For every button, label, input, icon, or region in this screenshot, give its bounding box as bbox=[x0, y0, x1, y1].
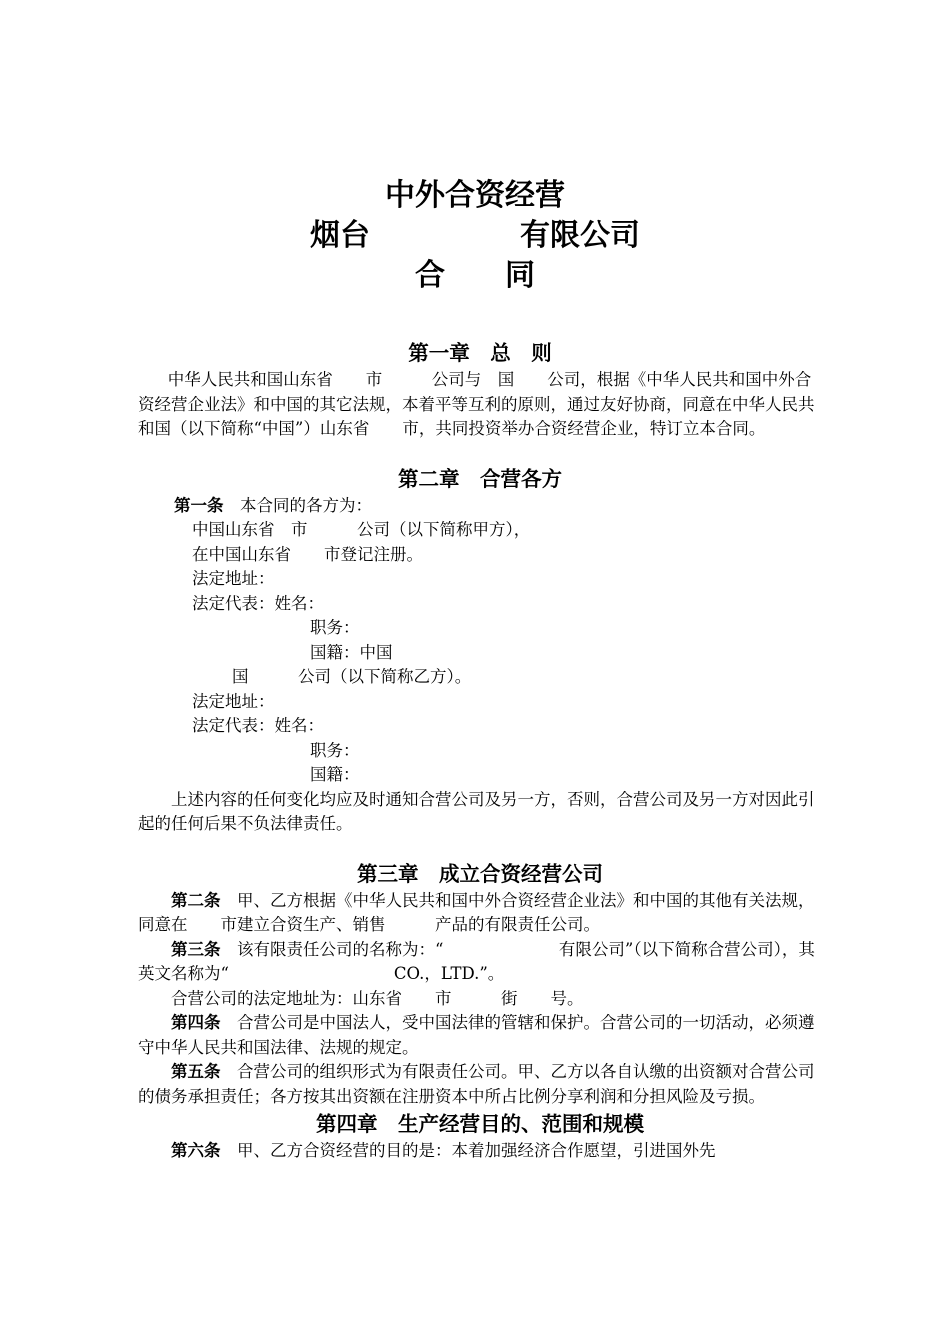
party-a-nationality: 国籍：中国 bbox=[310, 642, 393, 662]
article-1-label: 第一条 bbox=[174, 495, 224, 515]
contract-title bbox=[0, 176, 950, 296]
article-1 bbox=[138, 494, 822, 519]
article-3-text: 该有限责任公司的名称为：“ 有限公司”（以下简称合营公司），其英文名称为“ CO.，LTD.”。 bbox=[138, 939, 815, 983]
party-b-representative: 法定代表：姓名： bbox=[192, 716, 324, 735]
article-4 bbox=[138, 1011, 822, 1060]
article-5-text: 合营公司的组织形式为有限责任公司。甲、乙方以各自认缴的出资额对合营公司的债务承担责任；各方按其出资额在注册资本中所占比例分享利润和分担风险及亏损。 bbox=[138, 1062, 815, 1106]
chapter-2-heading: 第二章 合营各方 bbox=[398, 466, 562, 491]
article-2 bbox=[138, 889, 822, 938]
party-b-name: 国 公司（以下简称乙方）。 bbox=[232, 667, 472, 686]
party-a-name: 中国山东省 市 公司（以下简称甲方）， bbox=[192, 520, 531, 539]
party-b-nationality: 国籍： bbox=[310, 765, 360, 784]
article-4-text: 合营公司是中国法人，受中国法律的管辖和保护。合营公司的一切活动，必须遵守中华人民共和国法律、法规的规定。 bbox=[138, 1013, 815, 1057]
article-5-label: 第五条 bbox=[171, 1062, 221, 1081]
article-2-text: 甲、乙方根据《中华人民共和国中外合资经营企业法》和中国的其他有关法规，同意在 市建立合资生产、销售 产品的有限责任公司。 bbox=[138, 890, 815, 934]
title-line-1: 中外合资经营 bbox=[385, 178, 565, 213]
article-1-text: 本合同的各方为： bbox=[223, 495, 372, 515]
party-a-representative: 法定代表：姓名： bbox=[192, 593, 324, 613]
party-b-address: 法定地址： bbox=[192, 691, 275, 711]
title-line-3: 合 同 bbox=[415, 258, 535, 293]
party-a-address: 法定地址： bbox=[192, 569, 275, 588]
article-4-label: 第四条 bbox=[171, 1013, 221, 1032]
article-5 bbox=[138, 1060, 822, 1109]
title-line-2: 烟台 有限公司 bbox=[310, 218, 640, 253]
change-notice: 上述内容的任何变化均应及时通知合营公司及另一方，否则，合营公司及另一方对因此引起的任何后果不负法律责任。 bbox=[138, 789, 815, 833]
chapter-3-heading: 第三章 成立合资经营公司 bbox=[357, 861, 603, 886]
contract-body bbox=[138, 338, 822, 1164]
party-a-registration: 在中国山东省 市登记注册。 bbox=[192, 544, 423, 564]
article-6-text: 甲、乙方合资经营的目的是：本着加强经济合作愿望，引进国外先 bbox=[220, 1141, 716, 1160]
company-address: 合营公司的法定地址为：山东省 市 街 号。 bbox=[171, 988, 584, 1008]
chapter-4-heading: 第四章 生产经营目的、范围和规模 bbox=[316, 1112, 644, 1136]
article-3-label: 第三条 bbox=[171, 939, 221, 959]
article-6-label: 第六条 bbox=[171, 1141, 221, 1160]
article-6 bbox=[138, 1139, 822, 1164]
chapter-1-paragraph: 中华人民共和国山东省 市 公司与 国 公司，根据《中华人民共和国中外合资经营企业法》和中国的其它法规，本着平等互利的原则，通过友好协商，同意在中华人民共和国（以下简称“中国”）山东省 市，共同投资举办合资经营企业，特订立本合同。 bbox=[138, 370, 815, 438]
article-3 bbox=[138, 938, 822, 987]
article-2-label: 第二条 bbox=[171, 890, 221, 910]
party-b-position: 职务： bbox=[310, 740, 360, 760]
chapter-1-heading: 第一章 总 则 bbox=[408, 341, 552, 365]
party-a-position: 职务： bbox=[310, 618, 360, 637]
